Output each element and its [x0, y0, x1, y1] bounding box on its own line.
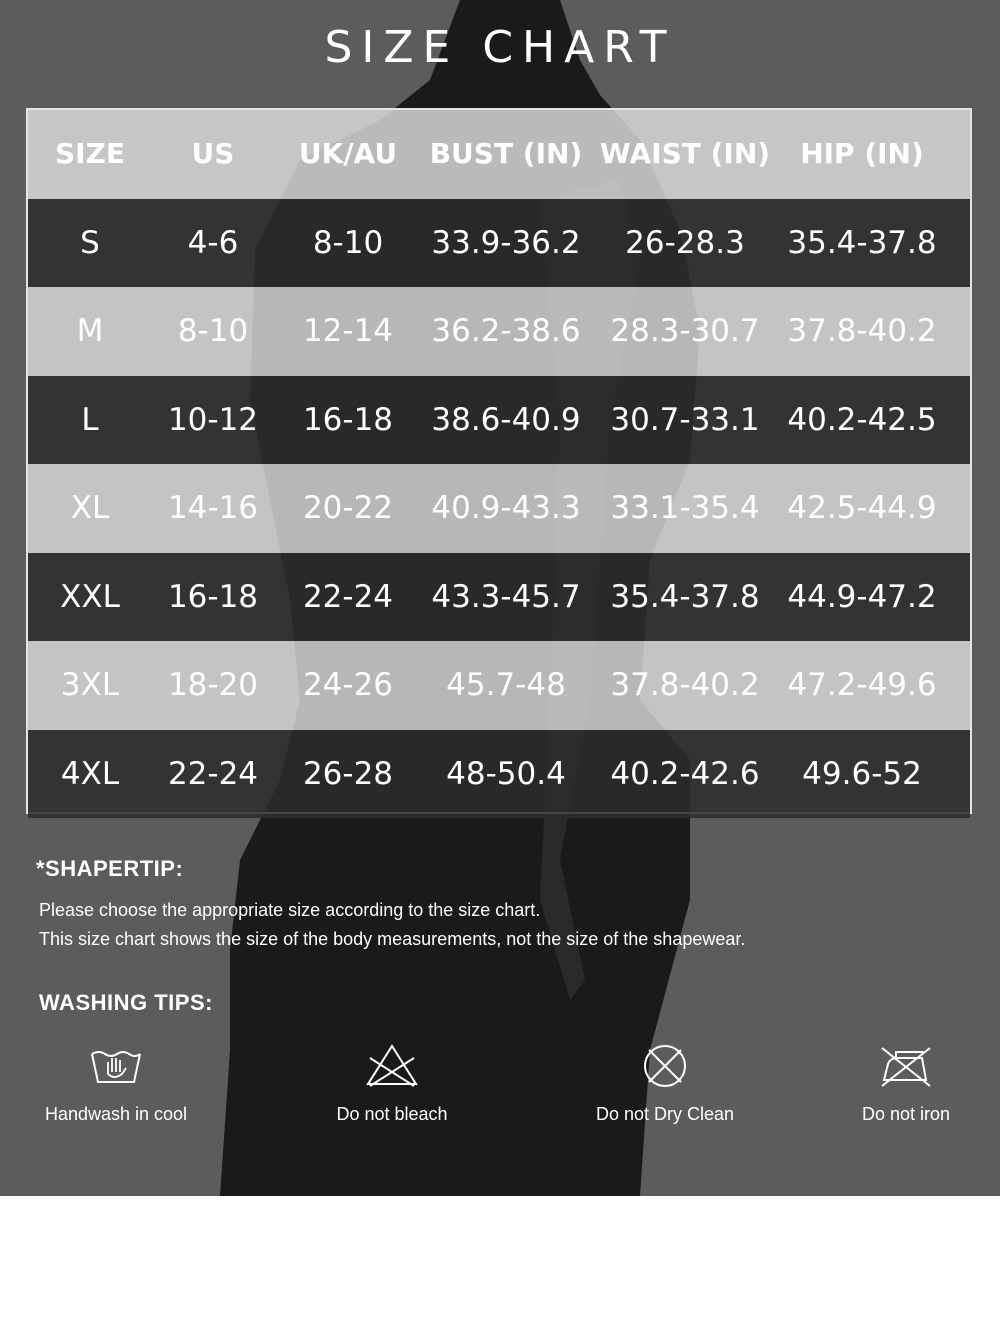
care-label-handwash: Handwash in cool — [44, 1104, 188, 1124]
table-row — [28, 464, 970, 553]
page-title: SIZE CHART — [324, 22, 676, 73]
us-cell: 4-6 — [187, 224, 239, 261]
care-item-handwash — [26, 1042, 206, 1125]
size-cell: 3XL — [60, 667, 120, 704]
handwash-icon — [88, 1042, 144, 1090]
shapertip-line-2: This size chart shows the size of the body measurements, not the size of the shapewear. — [39, 929, 746, 949]
table-row — [28, 641, 970, 730]
hip-cell: 42.5-44.9 — [787, 490, 937, 527]
bust-cell: 40.9-43.3 — [431, 490, 581, 527]
hip-cell: 47.2-49.6 — [787, 667, 937, 704]
waist-cell: 28.3-30.7 — [610, 313, 760, 350]
bust-cell: 36.2-38.6 — [431, 313, 581, 350]
care-label-no-iron: Do not iron — [861, 1104, 951, 1124]
bust-cell: 43.3-45.7 — [431, 578, 581, 615]
washing-tips-title: WASHING TIPS: — [39, 990, 213, 1015]
header-uk-au: UK/AU — [298, 137, 398, 171]
size-table — [26, 108, 972, 814]
size-cell: 4XL — [60, 755, 120, 792]
waist-cell: 26-28.3 — [625, 224, 745, 261]
no-bleach-icon — [364, 1042, 420, 1090]
shapertip-title: *SHAPERTIP: — [36, 856, 184, 881]
hip-cell: 37.8-40.2 — [787, 313, 937, 350]
care-item-no-bleach — [302, 1042, 482, 1125]
waist-cell: 40.2-42.6 — [610, 755, 760, 792]
us-cell: 8-10 — [177, 313, 249, 350]
hip-cell: 40.2-42.5 — [787, 401, 937, 438]
us-cell: 22-24 — [167, 755, 259, 792]
table-row — [28, 376, 970, 465]
us-cell: 16-18 — [167, 578, 259, 615]
size-cell: XL — [70, 490, 110, 527]
waist-cell: 35.4-37.8 — [610, 578, 760, 615]
uk-au-cell: 24-26 — [302, 667, 394, 704]
no-dry-clean-icon — [637, 1042, 693, 1090]
care-label-no-dry-clean: Do not Dry Clean — [595, 1104, 735, 1124]
care-label-no-bleach: Do not bleach — [336, 1104, 448, 1124]
uk-au-cell: 12-14 — [302, 313, 394, 350]
waist-cell: 33.1-35.4 — [610, 490, 760, 527]
header-waist: WAIST (IN) — [599, 137, 771, 171]
uk-au-cell: 22-24 — [302, 578, 394, 615]
header-us: US — [191, 137, 235, 171]
bust-cell: 33.9-36.2 — [431, 224, 581, 261]
size-cell: XXL — [60, 578, 120, 615]
header-size: SIZE — [54, 137, 125, 171]
bust-cell: 38.6-40.9 — [431, 401, 581, 438]
size-cell: L — [81, 401, 99, 438]
shapertip-line-1: Please choose the appropriate size according to the size chart. — [39, 900, 541, 920]
table-row — [28, 199, 970, 288]
size-cell: M — [76, 313, 104, 350]
hip-cell: 35.4-37.8 — [787, 224, 937, 261]
no-iron-icon — [878, 1042, 934, 1090]
uk-au-cell: 8-10 — [312, 224, 384, 261]
bust-cell: 45.7-48 — [446, 667, 566, 704]
uk-au-cell: 16-18 — [302, 401, 394, 438]
care-item-no-iron — [816, 1042, 996, 1125]
table-row — [28, 553, 970, 642]
size-cell: S — [80, 224, 100, 261]
table-row — [28, 287, 970, 376]
us-cell: 18-20 — [167, 667, 259, 704]
waist-cell: 30.7-33.1 — [610, 401, 760, 438]
waist-cell: 37.8-40.2 — [610, 667, 760, 704]
uk-au-cell: 20-22 — [302, 490, 394, 527]
care-item-no-dry-clean — [575, 1042, 755, 1125]
table-row — [28, 730, 970, 819]
uk-au-cell: 26-28 — [302, 755, 394, 792]
hip-cell: 49.6-52 — [802, 755, 922, 792]
bust-cell: 48-50.4 — [446, 755, 566, 792]
hip-cell: 44.9-47.2 — [787, 578, 937, 615]
header-hip: HIP (IN) — [800, 137, 924, 171]
header-bust: BUST (IN) — [429, 137, 583, 171]
table-header-row — [28, 110, 970, 199]
us-cell: 14-16 — [167, 490, 259, 527]
us-cell: 10-12 — [167, 401, 259, 438]
